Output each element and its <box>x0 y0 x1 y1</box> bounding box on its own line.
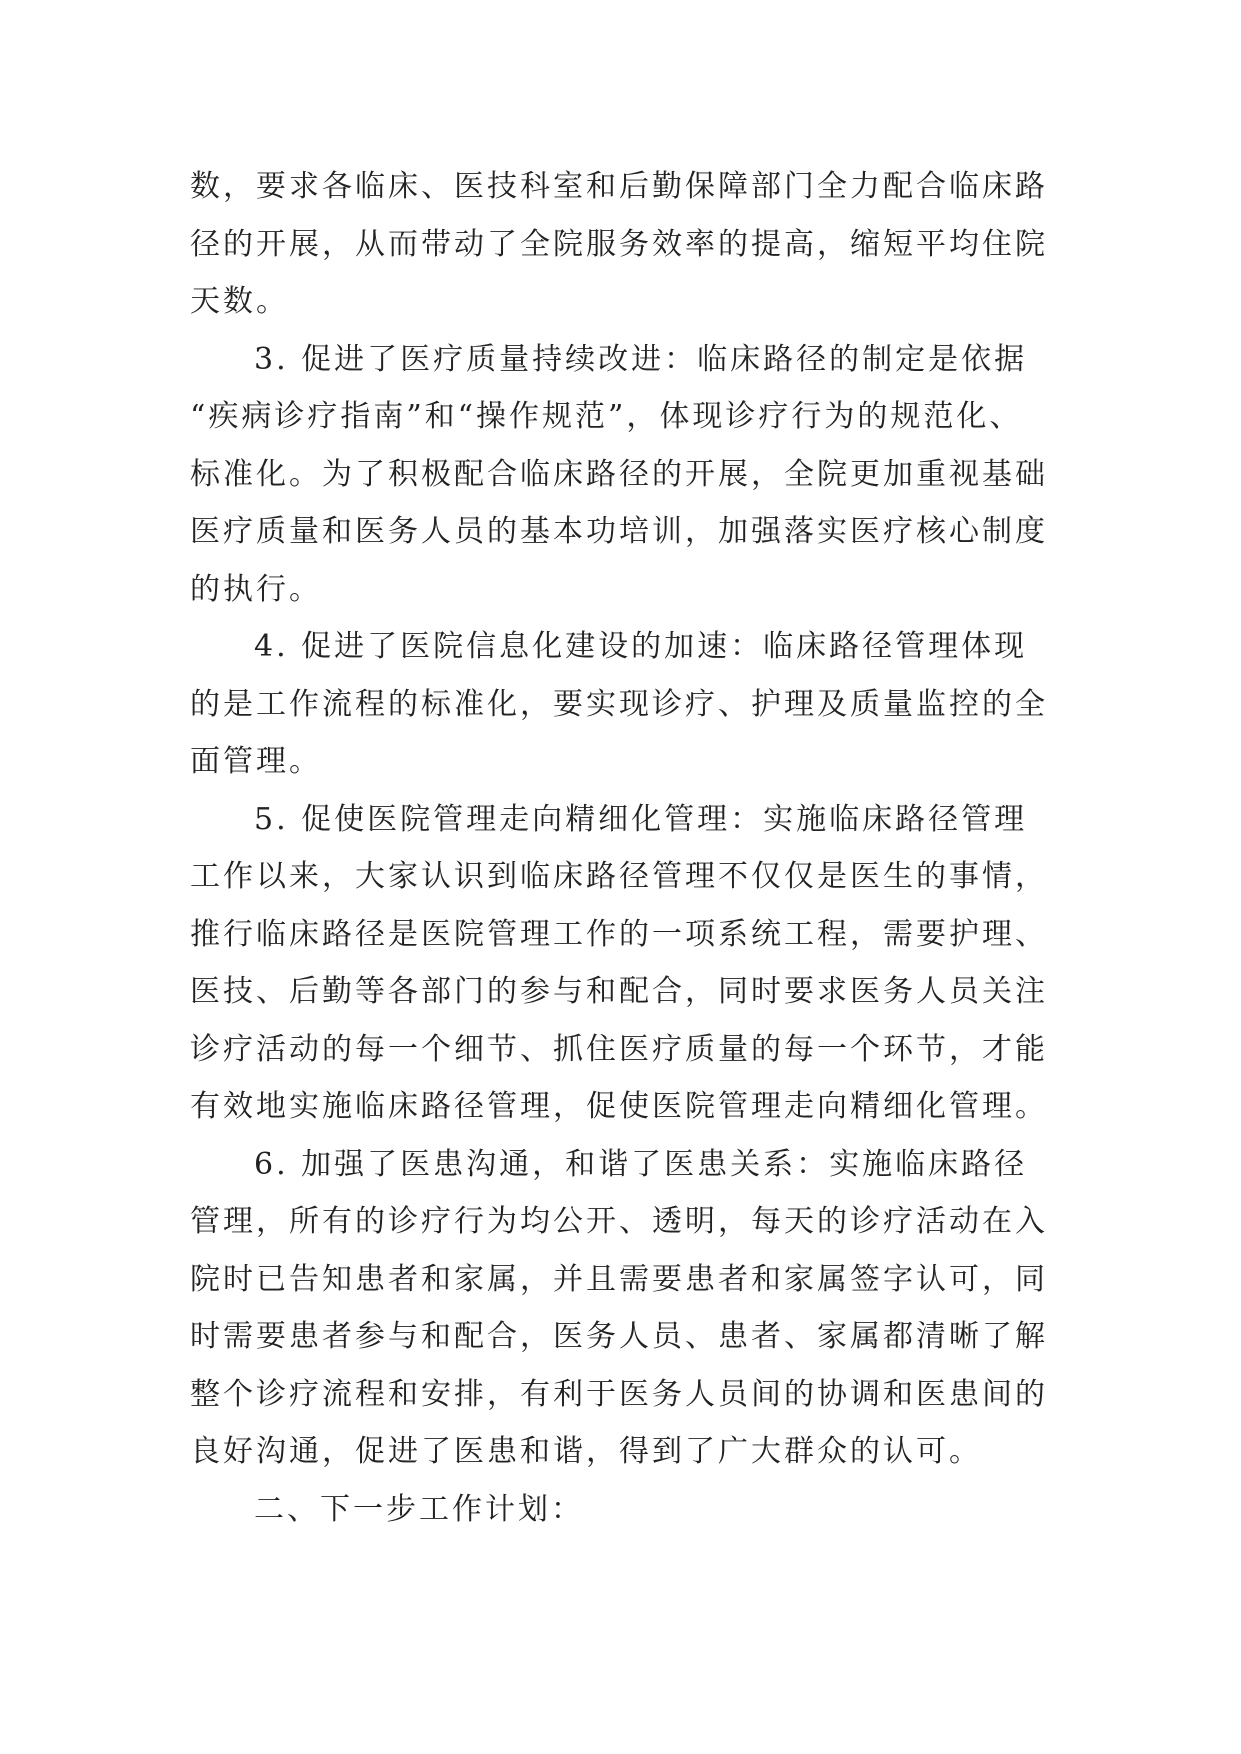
text-line: 整个诊疗流程和安排，有利于医务人员间的协调和医患间的 <box>190 1376 1048 1412</box>
text-line: 医技、后勤等各部门的参与和配合，同时要求医务人员关注 <box>190 974 1048 1009</box>
text-line: 的执行。 <box>190 571 322 607</box>
text-line: 数，要求各临床、医技科室和后勤保障部门全力配合临床路 <box>190 169 1048 204</box>
text-line: 医疗质量和医务人员的基本功培训，加强落实医疗核心制度 <box>190 514 1048 549</box>
text-line: 工作以来，大家认识到临床路径管理不仅仅是医生的事情， <box>190 859 1048 894</box>
text-line: 良好沟通，促进了医患和谐，得到了广大群众的认可。 <box>190 1434 982 1469</box>
document-body <box>190 158 1070 1538</box>
text-line: 天数。 <box>190 284 289 319</box>
paragraph-heading-5: 5. 促使医院管理走向精细化管理：实施临床路径管理 <box>254 801 1028 837</box>
text-line: “疾病诊疗指南”和“操作规范”，体现诊疗行为的规范化、 <box>190 399 1023 434</box>
text-line: 的是工作流程的标准化，要实现诊疗、护理及质量监控的全 <box>190 686 1048 722</box>
text-line: 标准化。为了积极配合临床路径的开展，全院更加重视基础 <box>190 456 1048 492</box>
text-line: 院时已告知患者和家属，并且需要患者和家属签字认可，同 <box>190 1261 1048 1297</box>
text-line: 时需要患者参与和配合，医务人员、患者、家属都清晰了解 <box>190 1319 1048 1354</box>
text-line: 径的开展，从而带动了全院服务效率的提高，缩短平均住院 <box>190 226 1048 262</box>
section-heading: 二、下一步工作计划： <box>254 1491 584 1527</box>
paragraph-heading-3: 3. 促进了医疗质量持续改进：临床路径的制定是依据 <box>254 341 1028 377</box>
paragraph-heading-6: 6. 加强了医患沟通，和谐了医患关系：实施临床路径 <box>254 1146 1028 1182</box>
text-line: 有效地实施临床路径管理，促使医院管理走向精细化管理。 <box>190 1089 1048 1124</box>
text-line: 推行临床路径是医院管理工作的一项系统工程，需要护理、 <box>190 916 1048 952</box>
paragraph-heading-4: 4. 促进了医院信息化建设的加速：临床路径管理体现 <box>254 629 1028 664</box>
text-line: 诊疗活动的每一个细节、抓住医疗质量的每一个环节，才能 <box>190 1031 1048 1067</box>
text-line: 面管理。 <box>190 744 322 779</box>
text-line: 管理，所有的诊疗行为均公开、透明，每天的诊疗活动在入 <box>190 1204 1048 1239</box>
